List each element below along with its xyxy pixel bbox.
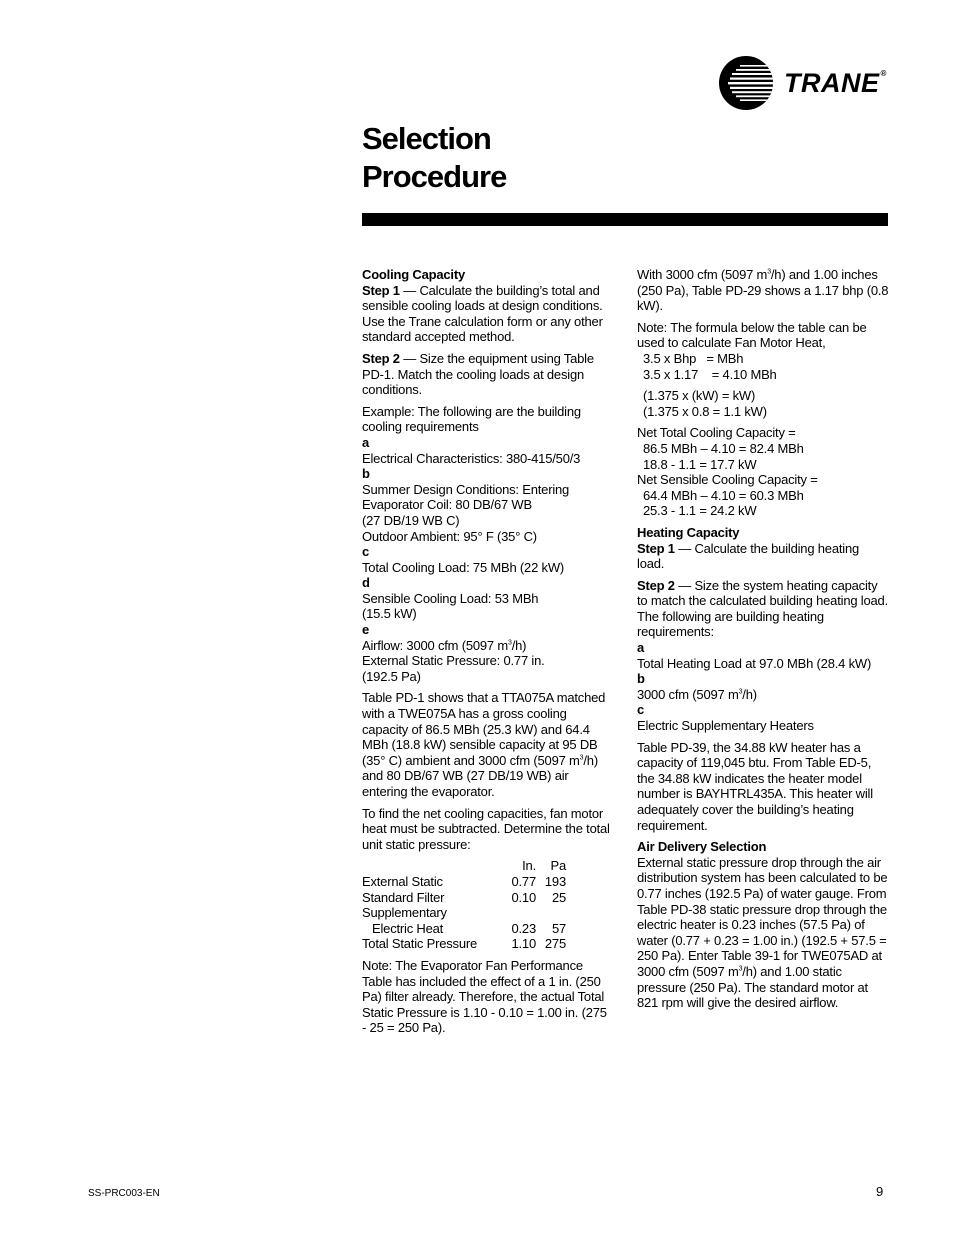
doc-code: SS-PRC003-EN [88, 1188, 160, 1199]
air-delivery: Air Delivery Selection External static pressure drop through the air distribution system has been calculated to be 0.77 inches (192.5 Pa) of water gauge. From Table PD-38 static pressure drop through the electric heater is 0.23 inches (57.5 Pa) of water (0.77 + 0.23 = 1.00 in.) (192.5 + 57.5 = 250 Pa). Enter Table 39-1 for TWE075AD at 3000 cfm (5097 $m^3/h$) and 1.00 static pressure (250 Pa). The standard motor at 821 rpm will give the desired airflow. [637, 839, 888, 1011]
page-number: 9 [876, 1184, 884, 1199]
table-row: Supplementary [362, 905, 447, 921]
bhp-paragraph: With 3000 cfm (5097 $m^3/h$) and 1.00 inches (250 Pa), Table PD-29 shows a 1.17 bhp (0.8 kW). [637, 267, 889, 314]
table-header-row: In. Pa [522, 858, 566, 874]
pd1-paragraph: Table PD-1 shows that a TTA075A matched with a TWE075A has a gross cooling capacity of 86.5 MBh (25.3 kW) and 64.4 MBh (18.8 kW) sensible capacity at 95 DB (35° C) ambient and 3000 cfm (5097 $m^3/h$) and 80 DB/67 WB (27 DB/19 WB) air entering the evaporator. [362, 690, 606, 799]
net-intro: To find the net cooling capacities, fan motor heat must be subtracted. Determine the total unit static pressure: [362, 805, 610, 852]
title-rule [362, 213, 888, 226]
static-pressure-table [362, 858, 566, 952]
cooling-step2: Step 2 — Size the equipment using Table PD-1. Match the cooling loads at design conditions. [362, 350, 594, 398]
kw-formula: (1.375 x (kW) = kW) (1.375 x 0.8 = 1.1 kW) [643, 388, 767, 419]
air-delivery-heading: Air Delivery Selection [637, 839, 767, 855]
heating-step1: Heating Capacity Step 1 — Calculate the building heating load. [637, 524, 860, 572]
table-row: Standard Filter 0.10 25 [362, 889, 566, 905]
table-row: External Static 0.77 193 [362, 873, 566, 889]
right-column [637, 267, 889, 1017]
cooling-heading: Cooling Capacity [362, 267, 465, 282]
table-row: Total Static Pressure 1.10 275 [362, 936, 566, 952]
cooling-step1: Cooling Capacity Step 1 — Calculate the building’s total and sensible cooling loads at design conditions. Use the Trane calculation form or any other standard accepted method. [362, 267, 603, 345]
net-capacities: Net Total Cooling Capacity = 86.5 MBh – 4.10 = 82.4 MBh 18.8 - 1.1 = 17.7 kW Net Sensible Cooling Capacity = 64.4 MBh – 4.10 = 60.3 MBh 25.3 - 1.1 = 24.2 kW [637, 425, 818, 519]
fan-heat-formula: Note: The formula below the table can be used to calculate Fan Motor Heat, 3.5 x Bhp = MBh 3.5 x 1.17 = 4.10 MBh [637, 319, 867, 382]
heating-heading: Heating Capacity [637, 524, 740, 540]
brand-wordmark: TRANE® [784, 67, 887, 98]
heating-step2: Step 2 — Size the system heating capacity to match the calculated building heating load. The following are building heating requirements: a Total Heating Load at 97.0 MBh (28.4 kW) b 3000 cfm (5097 $m^3/h$) c Electric Supplementary Heaters [637, 577, 888, 734]
cooling-example: Example: The following are the building cooling requirements a Electrical Characteristics: 380-415/50/3 b Summer Design Conditions: Entering Evaporator Coil: 80 DB/67 WB (27 DB/19 WB C) Outdoor Ambient: 95° F (35° C) c Total Cooling Load: 75 MBh (22 kW) d Sensible Cooling Load: 53 MBh (15.5 kW) e Airflow: 3000 cfm (5097 $m^3/h$) External Static Pressure: 0.77 in. (192.5 Pa) [362, 403, 581, 684]
page-title: Selection Procedure [362, 121, 507, 194]
brand-logo [718, 55, 887, 111]
table-row: Electric Heat 0.23 57 [372, 920, 566, 936]
trane-circle-logo-icon [718, 55, 774, 111]
filter-note: Note: The Evaporator Fan Performance Table has included the effect of a 1 in. (250 Pa) filter already. Therefore, the actual Total Static Pressure is 1.10 - 0.10 = 1.00 in. (275 - 25 = 250 Pa). [362, 957, 607, 1036]
pd39-paragraph: Table PD-39, the 34.88 kW heater has a capacity of 119,045 btu. From Table ED-5, the 34.88 kW indicates the heater model number is BAYHTRL435A. This heater will adequately cover the building’s heating requirement. [637, 739, 873, 833]
left-column [362, 267, 614, 1042]
